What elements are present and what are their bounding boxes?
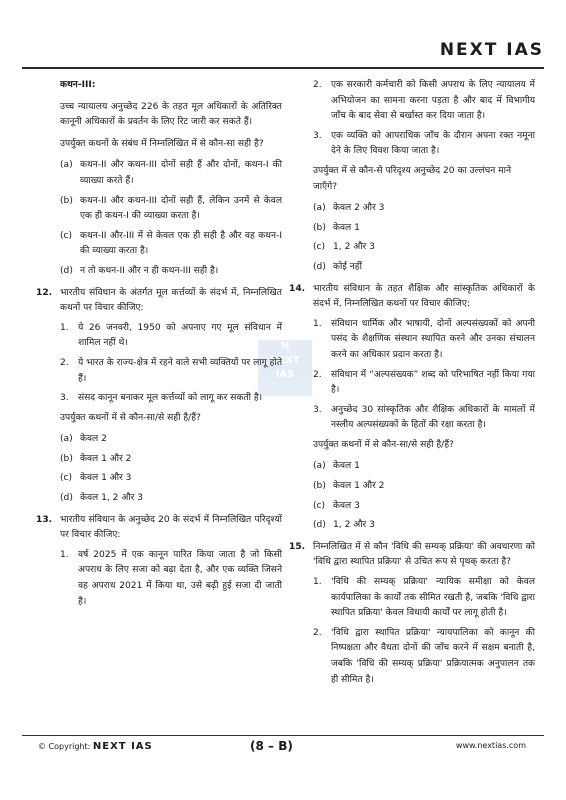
q13-option-c: (c) 1, 2 और 3 (313, 242, 375, 253)
q13-option-a: (a) केवल 2 और 3 (313, 203, 385, 214)
q14-item-1: 1. संविधान धार्मिक और भाषायी, दोनों अल्पसंख्यकों को अपनी पसंद के शैक्षणिक संस्थान स्थापित करने और उनका संचालन करने का अधिकार प्रदान करता है। (313, 318, 535, 360)
q11-option-a: (a) कथन-II और कथन-III दोनों सही हैं और दोनों, कथन-I की व्याख्या करते हैं। (60, 160, 282, 186)
q12-option-a: (a) केवल 2 (60, 434, 107, 445)
q11-option-d: (d) न तो कथन-II और न ही कथन-III सही है। (60, 265, 219, 276)
q13-option-d: (d) कोई नहीं (313, 261, 362, 272)
brand-logo: NEXT IAS (439, 40, 544, 60)
q11-option-c: (c) कथन-II और-III में से केवल एक ही सही है और वह कथन-I की व्याख्या करता है। (60, 230, 282, 257)
q13-item-2: 2. एक सरकारी कर्मचारी को किसी अपराध के लिए न्यायालय में अभियोजन का सामना करना पड़ता है और बाद में विभागीय जाँच के बाद सेवा से बर्खास्त कर दिया जाता है। (313, 80, 535, 122)
q15-item-2: 2. 'विधि द्वारा स्थापित प्रक्रिया' न्यायपालिका को कानून की निष्पक्षता और वैधता दोनों की जाँच करने में सक्षम बनाती है, जबकि 'विधि की सम्यक् प्रक्रिया' प्रक्रियात्मक अनुपालन तक ही सीमित है। (313, 627, 535, 685)
q12-item-3: 3. संसद कानून बनाकर मूल कर्त्तव्यों को लागू कर सकती है। (60, 393, 263, 404)
question-14: 14. भारतीय संविधान के तहत शैक्षिक और सांस्कृतिक अधिकारों के संदर्भ में, निम्नलिखित कथनों पर विचार कीजिए: (313, 282, 535, 313)
header-divider (22, 67, 544, 69)
q14-option-d: (d) 1, 2 और 3 (313, 520, 375, 531)
q13-option-b: (b) केवल 1 (313, 222, 360, 233)
q14-option-c: (c) केवल 3 (313, 500, 360, 511)
q15-item-1: 1. 'विधि की सम्यक् प्रक्रिया' न्यायिक समीक्षा को केवल कार्यपालिका के कार्यों तक सीमित रखती है, जबकि 'विधि द्वारा स्थापित प्रक्रिया' केवल विधायी कार्यों पर लागू होती है। (313, 577, 535, 619)
q14-item-3: 3. अनुच्छेद 30 सांस्कृतिक और शैक्षिक अधिकारों के मामलों में नस्लीय अल्पसंख्यकों के हितों की रक्षा करता है। (313, 404, 535, 431)
q13-question: उपर्युक्त में से कौन-से परिदृश्य अनुच्छेद 20 का उल्लंघन माने जाएँगे? (313, 165, 512, 192)
right-column (289, 78, 535, 692)
q12-option-b: (b) केवल 1 और 2 (60, 453, 132, 464)
q12-item-1: 1. ये 26 जनवरी, 1950 को अपनाए गए मूल संविधान में शामिल नहीं थे। (60, 322, 282, 349)
question-13: 13. भारतीय संविधान के अनुच्छेद 20 के संदर्भ में निम्नलिखित परिदृश्यों पर विचार कीजिए: (60, 513, 282, 544)
question-number: 14. (289, 283, 306, 294)
q13-item-3: 3. एक व्यक्ति को आपराधिक जाँच के दौरान अपना रक्त नमूना देने के लिए विवश किया जाता है। (313, 130, 535, 157)
q11-option-b: (b) कथन-II और कथन-III दोनों सही हैं, लेकिन उनमें से केवल एक ही कथन-I की व्याख्या करता है। (60, 195, 282, 222)
page-number: (8 – B) (250, 739, 293, 753)
q11-question: उपर्युक्त कथनों के संबंध में निम्नलिखित में से कौन-सा सही है? (60, 138, 264, 149)
q14-item-2: 2. संविधान में “अल्पसंख्यक” शब्द को परिभाषित नहीं किया गया है। (313, 369, 535, 396)
watermark-logo: N NEXT IAS (258, 340, 312, 396)
q12-question: उपर्युक्त कथनों में से कौन-सा/से सही है/हैं? (60, 412, 201, 423)
statement-3-text: उच्च न्यायालय अनुच्छेद 226 के तहत मूल अधिकारों के अतिरिक्त कानूनी अधिकारों के प्रवर्तन के लिए रिट जारी कर सकते हैं। (60, 101, 282, 128)
statement-3-heading: कथन-III: (60, 80, 96, 90)
question-number: 15. (289, 541, 306, 552)
question-15: 15. निम्नलिखित में से कौन 'विधि की सम्यक् प्रक्रिया' की अवधारणा को 'विधि द्वारा स्थापित प्रक्रिया' से उचित रूप से पृथक् करता है? (313, 540, 535, 571)
footer-brand: NEXT IAS (92, 741, 153, 752)
q13-item-1: 1. वर्ष 2025 में एक कानून पारित किया जाता है जो किसी अपराध के लिए सजा को बढ़ा देता है, और एक व्यक्ति जिसने वह अपराध 2021 में किया था, उसे बढ़ी हुई सजा दी जाती है। (60, 549, 282, 607)
question-number: 13. (36, 514, 53, 525)
q12-option-c: (c) केवल 1 और 3 (60, 473, 132, 484)
footer-copyright: © Copyright: NEXT IAS (38, 741, 153, 752)
left-column (36, 78, 282, 614)
q14-option-a: (a) केवल 1 (313, 461, 360, 472)
footer-url[interactable]: www.nextias.com (455, 741, 526, 750)
question-number: 12. (36, 287, 53, 298)
q14-question: उपर्युक्त कथनों में से कौन-सा/से सही है/हैं? (313, 439, 454, 450)
footer-divider (22, 735, 544, 736)
q12-option-d: (d) केवल 1, 2 और 3 (60, 493, 144, 504)
q14-option-b: (b) केवल 1 और 2 (313, 481, 385, 492)
question-12: 12. भारतीय संविधान के अंतर्गत मूल कर्त्तव्यों के संदर्भ में, निम्नलिखित कथनों पर विचार कीजिए: (60, 286, 282, 317)
q12-item-2: 2. ये भारत के राज्य-क्षेत्र में रहने वाले सभी व्यक्तियों पर लागू होते हैं। (60, 357, 282, 384)
